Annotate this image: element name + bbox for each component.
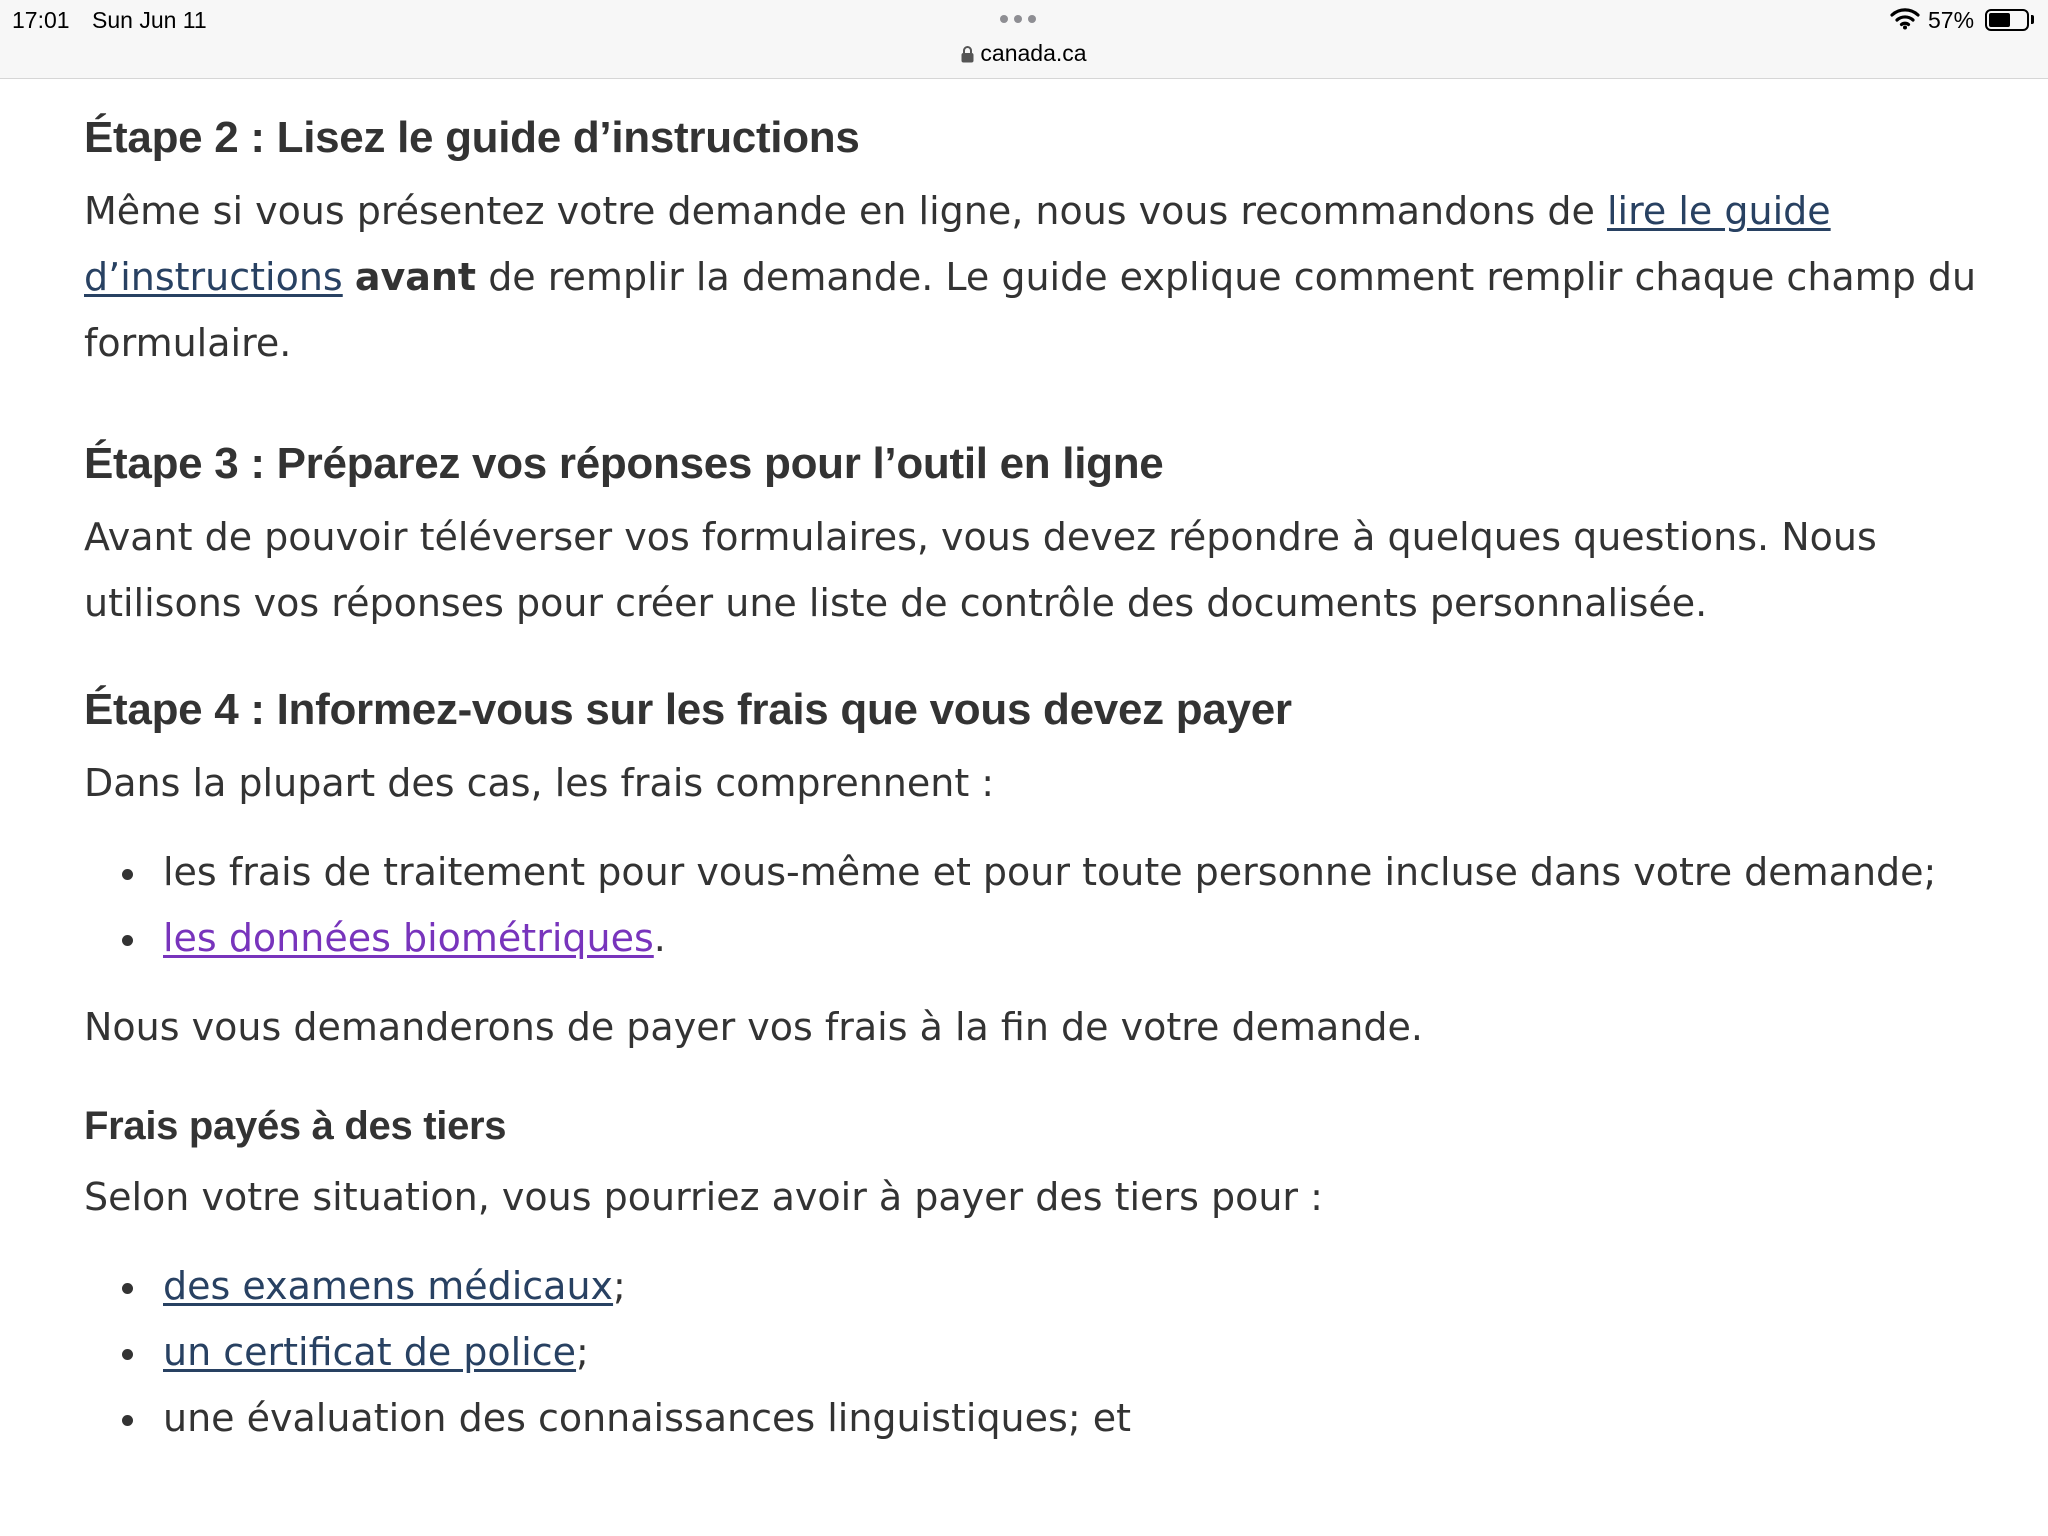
instruction-guide-link[interactable]: lire le guide d’instructions xyxy=(84,189,1831,299)
safari-top-bar xyxy=(0,0,2048,79)
third-party-intro: Selon votre situation, vous pourriez avoir à payer des tiers pour : xyxy=(84,1175,1323,1219)
biometrics-suffix: . xyxy=(653,916,666,960)
battery-fill xyxy=(1989,13,2010,27)
battery-percent: 57% xyxy=(1928,7,1975,33)
payment-note: Nous vous demanderons de payer vos frais à la fin de votre demande. xyxy=(84,1005,1423,1049)
third-party-list xyxy=(84,1253,1984,1451)
medical-exams-link[interactable]: des examens médicaux xyxy=(163,1264,614,1308)
step3-paragraph: Avant de pouvoir téléverser vos formulaires, vous devez répondre à quelques questions. Nous utilisons vos réponses pour créer une liste de contrôle des documents personnalisée. xyxy=(84,515,1877,625)
list-item xyxy=(84,1319,1984,1385)
status-date: Sun Jun 11 xyxy=(92,7,207,33)
list-item xyxy=(84,1253,1984,1319)
wifi-icon xyxy=(1890,6,1920,30)
status-time: 17:01 xyxy=(12,7,70,33)
more-options-icon[interactable] xyxy=(1000,15,1036,23)
battery-icon xyxy=(1985,9,2029,31)
step4-heading: Étape 4 : Informez-vous sur les frais que vous devez payer xyxy=(84,685,1292,734)
step2-text-before: Même si vous présentez votre demande en ligne, nous vous recommandons de xyxy=(84,189,1607,233)
police-certificate-link[interactable]: un certificat de police xyxy=(163,1330,577,1374)
fees-list xyxy=(84,839,1984,971)
medical-exams-suffix: ; xyxy=(613,1264,626,1308)
list-item xyxy=(84,1385,1984,1451)
step2-paragraph xyxy=(84,178,1984,376)
url-text: canada.ca xyxy=(980,40,1087,66)
address-bar[interactable] xyxy=(0,38,2048,68)
battery-nub xyxy=(2031,15,2034,24)
list-item xyxy=(84,839,1984,905)
lock-icon xyxy=(961,46,974,63)
biometrics-link[interactable]: les données biométriques xyxy=(163,916,654,960)
language-test-text: une évaluation des connaissances linguistiques; et xyxy=(163,1396,1131,1440)
step2-space xyxy=(343,255,355,299)
processing-fees-text: les frais de traitement pour vous-même et pour toute personne incluse dans votre demande; xyxy=(163,850,1937,894)
third-party-heading: Frais payés à des tiers xyxy=(84,1104,507,1148)
page-content xyxy=(84,82,1984,1451)
police-certificate-suffix: ; xyxy=(576,1330,589,1374)
step2-bold-avant: avant xyxy=(354,255,477,299)
step2-text-after: de remplir la demande. Le guide explique comment remplir chaque champ du formulaire. xyxy=(84,255,1977,365)
list-item xyxy=(84,905,1984,971)
step3-heading: Étape 3 : Préparez vos réponses pour l’outil en ligne xyxy=(84,439,1164,488)
step4-intro: Dans la plupart des cas, les frais comprennent : xyxy=(84,761,995,805)
step2-heading: Étape 2 : Lisez le guide d’instructions xyxy=(84,113,860,162)
